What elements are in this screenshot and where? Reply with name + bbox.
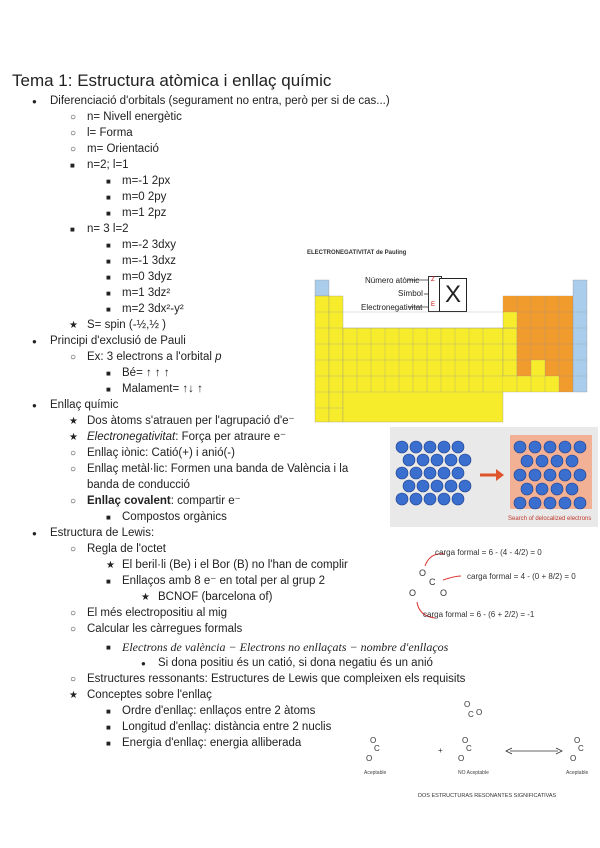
text-line: Calcular les càrregues formals — [87, 623, 243, 635]
key-label-atomic-number: Número atòmic — [365, 276, 420, 285]
text-line: m=0 2py — [122, 191, 167, 203]
svg-text:O: O — [476, 708, 483, 717]
bullet-circle: ○ — [70, 624, 77, 635]
formal-charge-2: carga formal = 4 - (0 + 8/2) = 0 — [467, 572, 576, 581]
text-line — [87, 350, 222, 364]
text-line: n= Nivell energètic — [87, 111, 182, 123]
bullet-square: ■ — [106, 723, 111, 732]
text-line: Ordre d'enllaç: enllaços entre 2 àtoms — [122, 705, 316, 717]
metal-ions-svg — [390, 427, 598, 527]
text-line: m=0 3dyz — [122, 271, 173, 283]
bullet-dot: ● — [141, 659, 146, 668]
text-line: Dos àtoms s'atrauen per l'agrupació d'e⁻ — [87, 415, 295, 427]
text-line: Estructura de Lewis: — [50, 527, 155, 539]
svg-text:C: C — [374, 744, 380, 753]
bullet-circle: ○ — [70, 674, 77, 685]
svg-text:C: C — [429, 577, 436, 587]
text-line: Regla de l'octet — [87, 543, 166, 555]
svg-text:O: O — [440, 588, 448, 598]
bullet-square: ■ — [106, 209, 111, 218]
bullet-square: ■ — [106, 577, 111, 586]
text-line: Principi d'exclusió de Pauli — [50, 335, 186, 347]
formal-charge-1: carga formal = 6 - (4 - 4/2) = 0 — [435, 548, 542, 557]
text-line: m=2 3dx²-y² — [122, 303, 184, 315]
bullet-star: ★ — [69, 416, 78, 427]
bullet-square: ■ — [70, 161, 75, 170]
svg-text:C: C — [468, 710, 474, 719]
text-line: Enllaç metàl·lic: Formen una banda de València i la — [87, 463, 349, 475]
text-line: BCNOF (barcelona of) — [158, 591, 273, 603]
bullet-square: ■ — [106, 739, 111, 748]
formal-charge-diagram — [395, 540, 595, 628]
bullet-square: ■ — [106, 305, 111, 314]
bullet-circle: ○ — [70, 608, 77, 619]
text-line: Conceptes sobre l'enllaç — [87, 689, 212, 701]
page-title: Tema 1: Estructura atòmica i enllaç químic — [12, 71, 332, 90]
bullet-circle: ○ — [70, 464, 77, 475]
text-run-italic: Electronegativitat — [87, 431, 176, 443]
bullet-square: ■ — [106, 177, 111, 186]
text-line: Si dona positiu és un catió, si dona negatiu és un anió — [158, 657, 433, 669]
electronegativity-periodic-table — [305, 250, 597, 425]
metal-caption: Search of delocalized electrons — [508, 516, 592, 522]
text-line: El més electropositiu al mig — [87, 607, 227, 619]
bullet-circle: ○ — [70, 144, 77, 155]
bullet-square: ■ — [70, 225, 75, 234]
resonance-label-1: Aceptable — [364, 770, 387, 776]
bullet-circle: ○ — [70, 352, 77, 363]
bullet-star: ★ — [106, 560, 115, 571]
text-run-bold: Enllaç covalent — [87, 495, 171, 507]
text-line — [87, 430, 286, 444]
resonance-label-3: Aceptable — [566, 770, 589, 776]
text-line: Compostos orgànics — [122, 511, 227, 523]
bullet-square: ■ — [106, 193, 111, 202]
text-run: Ex: 3 electrons a l'orbital — [87, 351, 216, 363]
svg-text:O: O — [464, 700, 471, 709]
key-label-symbol: Símbol — [398, 289, 423, 298]
bullet-circle: ○ — [70, 128, 77, 139]
bullet-dot: ● — [32, 97, 37, 106]
svg-text:O: O — [462, 736, 469, 745]
text-run: : Força per atraure e⁻ — [175, 431, 287, 443]
svg-text:O: O — [409, 588, 417, 598]
text-line: Longitud d'enllaç: distància entre 2 nuclis — [122, 721, 332, 733]
bullet-star: ★ — [141, 592, 150, 603]
bullet-square: ■ — [106, 369, 111, 378]
svg-text:O: O — [570, 754, 577, 763]
bullet-square: ■ — [106, 643, 111, 652]
text-line: El beril·li (Be) i el Bor (B) no l'han de complir — [122, 559, 348, 571]
ptable-title: ELECTRONEGATIVITAT de Pauling — [307, 250, 407, 256]
metallic-bond-diagram — [390, 427, 598, 527]
text-line: m= Orientació — [87, 143, 159, 155]
bullet-square: ■ — [106, 273, 111, 282]
text-line: n=2; l=1 — [87, 159, 129, 171]
text-line: Malament= ↑↓ ↑ — [122, 383, 203, 395]
text-line: S= spin (-½,½ ) — [87, 319, 166, 331]
bullet-dot: ● — [32, 401, 37, 410]
svg-text:O: O — [370, 736, 377, 745]
key-letter-z: Z — [431, 277, 435, 283]
ptable-grid — [305, 250, 597, 425]
text-line: banda de conducció — [87, 479, 190, 491]
bullet-circle: ○ — [70, 112, 77, 123]
text-line: Enllaços amb 8 e⁻ en total per al grup 2 — [122, 575, 325, 587]
svg-text:C: C — [578, 744, 584, 753]
bullet-square: ■ — [106, 241, 111, 250]
text-line: Estructures ressonants: Estructures de Lewis que compleixen els requisits — [87, 673, 466, 685]
svg-text:O: O — [419, 568, 427, 578]
svg-text:O: O — [458, 754, 465, 763]
text-line: m=-2 3dxy — [122, 239, 177, 251]
text-line: Enllaç químic — [50, 399, 119, 411]
text-line: Energia d'enllaç: energia alliberada — [122, 737, 302, 749]
svg-text:O: O — [574, 736, 581, 745]
bullet-circle: ○ — [70, 448, 77, 459]
text-line: Diferenciació d'orbitals (segurament no entra, però per si de cas...) — [50, 95, 390, 107]
text-line: l= Forma — [87, 127, 133, 139]
formal-charge-3: carga formal = 6 - (6 + 2/2) = -1 — [423, 610, 535, 619]
text-line: m=-1 2px — [122, 175, 171, 187]
text-line: Bé= ↑ ↑ ↑ — [122, 367, 170, 379]
text-run-italic: p — [215, 351, 222, 363]
text-line: m=1 2pz — [122, 207, 167, 219]
bullet-dot: ● — [32, 529, 37, 538]
svg-text:O: O — [366, 754, 373, 763]
bullet-circle: ○ — [70, 496, 77, 507]
resonance-svg — [360, 695, 598, 805]
bullet-square: ■ — [106, 707, 111, 716]
bullet-star: ★ — [69, 320, 78, 331]
text-line: m=1 3dz² — [122, 287, 171, 299]
svg-text:C: C — [466, 744, 472, 753]
text-line: n= 3 l=2 — [87, 223, 129, 235]
key-symbol: X — [439, 278, 467, 312]
key-letter-e: E — [431, 302, 436, 308]
svg-text:+: + — [438, 746, 443, 755]
text-run: : compartir e⁻ — [170, 495, 241, 507]
bullet-square: ■ — [106, 257, 111, 266]
bullet-dot: ● — [32, 337, 37, 346]
text-line: Enllaç iònic: Catió(+) i anió(-) — [87, 447, 235, 459]
bullet-star: ★ — [69, 432, 78, 443]
bullet-square: ■ — [106, 289, 111, 298]
text-line-formula: Electrons de valència − Electrons no enllaçats − nombre d'enllaços — [122, 640, 449, 654]
bullet-square: ■ — [106, 513, 111, 522]
key-label-electronegativity: Electronegativitat — [361, 303, 423, 312]
resonance-label-2: NO Aceptable — [458, 770, 489, 776]
text-line: m=-1 3dxz — [122, 255, 177, 267]
resonance-structures-diagram — [360, 695, 598, 805]
bullet-star: ★ — [69, 690, 78, 701]
bullet-circle: ○ — [70, 544, 77, 555]
text-line — [87, 494, 241, 508]
bullet-square: ■ — [106, 385, 111, 394]
resonance-caption: DOS ESTRUCTURAS RESONANTES SIGNIFICATIVAS — [418, 793, 557, 799]
